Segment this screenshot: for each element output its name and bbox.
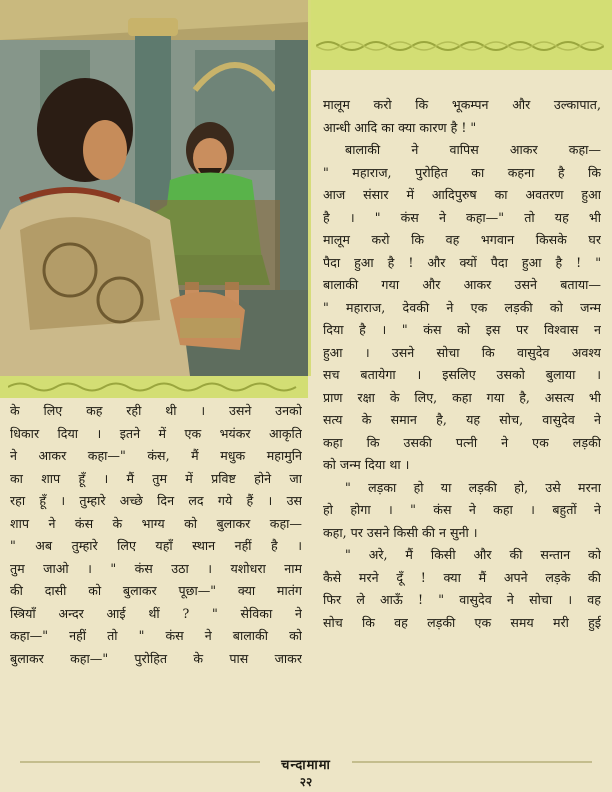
text-line: की दासी को बुलाकर पूछा—" क्या मातंग [10,583,302,598]
text-line: को जन्म दिया था । [323,457,410,472]
text-line: सच बतायेगा । इसलिए उसको बुलाया । [323,367,601,382]
magazine-title: चन्दामामा [281,758,331,773]
page-number: २२ [299,775,313,789]
left-text-column [10,400,302,736]
text-line: बुलाकर कहा—" पुरोहित के पास जाकर [10,650,302,666]
text-line: तुम जाओ । " कंस उठा । यशोधरा नाम [10,560,302,576]
band-ornament [316,38,604,54]
text-line: बालाकी ने वापिस आकर कहा— [345,142,601,157]
band-ornament-lower [8,380,302,394]
text-line: मालूम करो कि वह भगवान किसके घर [323,232,601,247]
text-line: है । " कंस ने कहा—" तो यह भी [323,209,601,225]
text-line: का शाप हूँ । मैं तुम में प्रविष्ट होने जा [10,470,302,486]
text-line: पैदा हुआ है ! और क्यों पैदा हुआ है ! " [323,254,601,270]
text-line: " महाराज, पुरोहित का कहना है कि [323,164,601,180]
text-line: आज संसार में आदिपुरुष का अवतरण हुआ [323,187,601,202]
text-line: कहा कि उसकी पत्नी ने एक लड़की [323,434,601,450]
text-line: कहा—" नहीं तो " कंस ने बालाकी को [10,628,302,643]
text-line: कहा, पर उसने किसी की न सुनी । [323,524,478,540]
text-line: " महाराज, देवकी ने एक लड़की को जन्म [323,299,601,315]
right-text-column [323,94,601,758]
text-line: फिर ले आऊँ ! " वासुदेव ने सोचा । वह [323,592,601,607]
text-line: " अब तुम्हारे लिए यहाँ स्थान नहीं है । [10,538,302,553]
text-line: कैसे मरने दूँ ! क्या मैं अपने लड़के की [323,569,601,585]
text-line: आन्धी आदि का क्या कारण है ! " [323,119,477,135]
text-line: " लड़का हो या लड़की हो, उसे मरना [345,479,601,495]
text-line: सोच कि वह लड़की एक समय मरी हुई [323,614,601,630]
text-line: सत्य के समान है, यह सोच, वासुदेव ने [323,412,601,427]
text-line: हो होगा । " कंस ने कहा । बहुतों ने [323,502,601,517]
story-illustration [0,0,311,376]
text-line: ने आकर कहा—" कंस, मैं मधुक महामुनि [10,448,302,463]
text-line: हुआ । उसने सोचा कि वासुदेव अवश्य [323,344,601,360]
top-decorative-band [308,0,612,70]
text-line: बालाकी गया और आकर उसने बताया— [323,277,601,292]
text-line: " अरे, मैं किसी और की सन्तान को [345,547,601,562]
text-line: शाप ने कंस के भाग्य को बुलाकर कहा— [10,515,302,531]
text-line: स्त्रियाँ अन्दर आई थीं ? " सेविका ने [10,605,302,621]
text-line: मालूम करो कि भूकम्पन और उल्कापात, [323,97,601,112]
text-line: रहा हूँ । तुम्हारे अच्छे दिन लद गये हैं । उस [10,493,302,508]
text-line: दिया है । " कंस को इस पर विश्वास न [323,322,601,337]
text-line: धिकार दिया । इतने में एक भयंकर आकृति [10,425,302,441]
text-line: प्राण रक्षा के लिए, कहा गया है, असत्य भी [323,389,601,405]
text-line: के लिए कह रही थी । उसने उनको [10,403,302,418]
